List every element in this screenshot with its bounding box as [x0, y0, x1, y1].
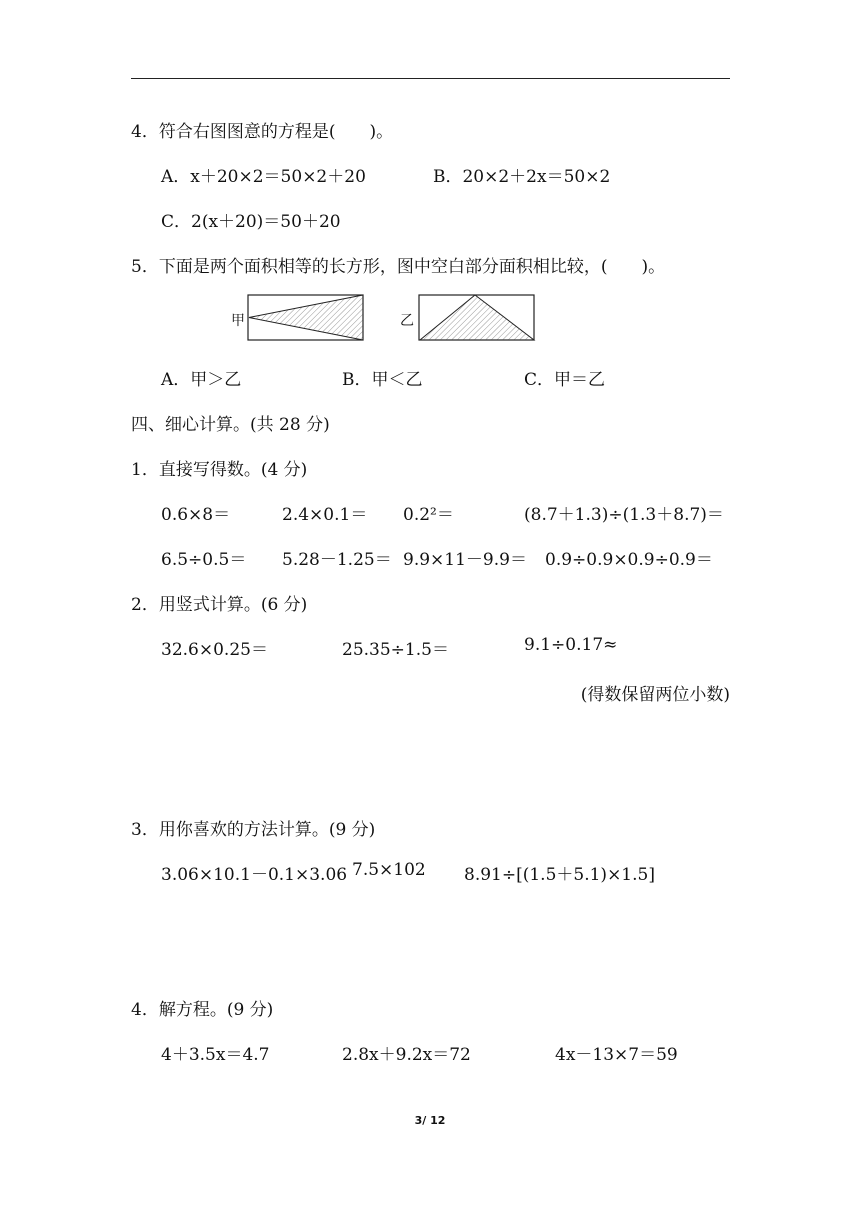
p2-item: 25.35÷1.5＝	[342, 640, 449, 660]
section4-title: 四、细心计算。(共 28 分)	[131, 415, 330, 435]
p3-item: 3.06×10.1－0.1×3.06	[161, 865, 348, 885]
figure-yi-rectangle	[418, 294, 536, 342]
p1-r1-item: 0.2²＝	[403, 505, 454, 525]
p3-title: 3．用你喜欢的方法计算。(9 分)	[131, 820, 376, 840]
p2-note: (得数保留两位小数)	[580, 685, 730, 705]
p4-item: 4x－13×7＝59	[555, 1045, 678, 1065]
p1-title: 1．直接写得数。(4 分)	[131, 460, 308, 480]
p2-title: 2．用竖式计算。(6 分)	[131, 595, 308, 615]
q4-stem: 4．符合右图图意的方程是( )。	[131, 122, 394, 142]
p2-item: 9.1÷0.17≈	[524, 635, 618, 655]
p4-item: 4＋3.5x＝4.7	[161, 1045, 270, 1065]
p3-item: 7.5×102	[352, 860, 426, 880]
p3-item: 8.91÷[(1.5＋5.1)×1.5]	[464, 865, 655, 885]
p1-r1-item: 2.4×0.1＝	[282, 505, 368, 525]
q5-option-c: C．甲＝乙	[524, 370, 606, 390]
figure-jia-rectangle	[247, 294, 365, 342]
p2-item: 32.6×0.25＝	[161, 640, 268, 660]
p1-r1-item: 0.6×8＝	[161, 505, 231, 525]
figure-label-jia: 甲	[231, 313, 245, 329]
q5-stem: 5．下面是两个面积相等的长方形，图中空白部分面积相比较，( )。	[131, 257, 666, 277]
q4-option-c: C．2(x＋20)＝50＋20	[161, 212, 341, 232]
header-rule	[131, 78, 730, 79]
q4-option-b: B．20×2＋2x＝50×2	[433, 167, 611, 187]
q4-option-a: A．x＋20×2＝50×2＋20	[161, 167, 366, 187]
p1-r2-item: 6.5÷0.5＝	[161, 550, 247, 570]
p1-r2-item: 0.9÷0.9×0.9÷0.9＝	[545, 550, 713, 570]
q5-option-b: B．甲＜乙	[342, 370, 423, 390]
p1-r1-item: (8.7＋1.3)÷(1.3＋8.7)＝	[524, 505, 724, 525]
q5-option-a: A．甲＞乙	[161, 370, 242, 390]
p1-r2-item: 9.9×11－9.9＝	[403, 550, 527, 570]
p4-title: 4．解方程。(9 分)	[131, 1000, 274, 1020]
p1-r2-item: 5.28－1.25＝	[282, 550, 392, 570]
page-number: 3/ 12	[414, 1114, 446, 1127]
figure-label-yi: 乙	[400, 313, 414, 329]
p4-item: 2.8x＋9.2x＝72	[342, 1045, 471, 1065]
